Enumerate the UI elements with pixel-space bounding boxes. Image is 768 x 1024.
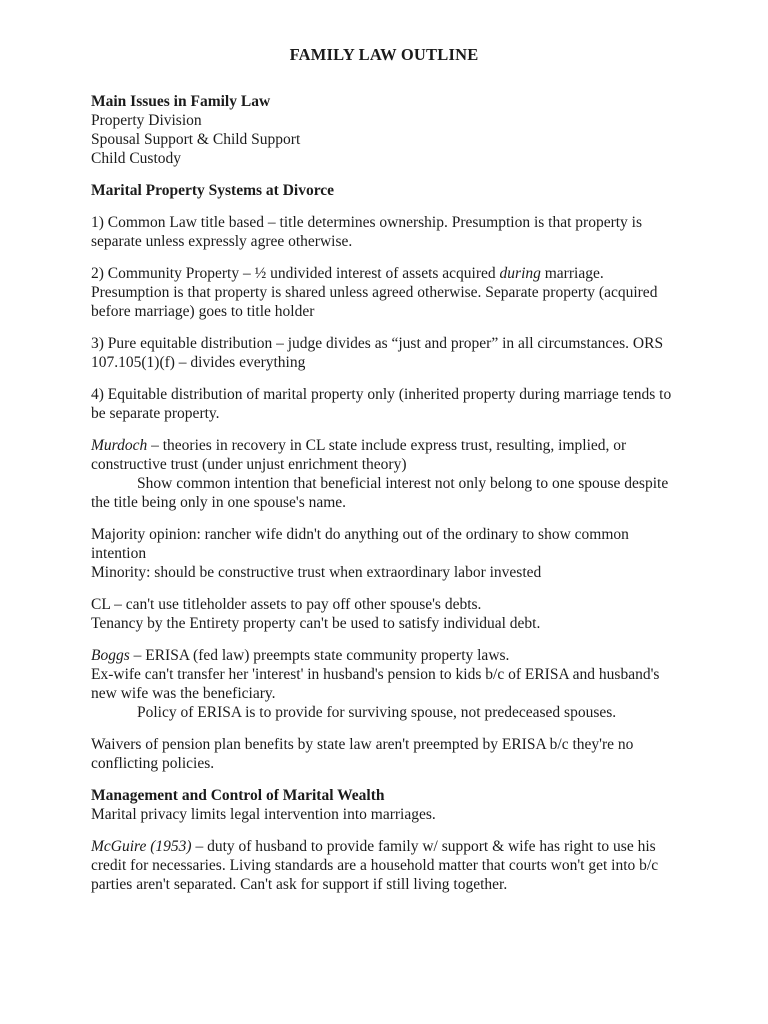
- main-issue-item: Spousal Support & Child Support: [91, 131, 301, 148]
- paragraph-equitable-distribution-marital-only: [91, 385, 677, 423]
- paragraph-segment: marriage. Presumption is that property is shared unless agreed otherwise. Separate property (acquired before marriage) goes to title holder: [91, 265, 658, 320]
- heading-marital-property-systems: [91, 181, 677, 200]
- main-issue-item: Property Division: [91, 112, 202, 129]
- paragraph-segment: – ERISA (fed law) preempts state community property laws.: [129, 647, 510, 664]
- paragraph-text: CL – can't use titleholder assets to pay off other spouse's debts.: [91, 596, 482, 613]
- case-name-mcguire: McGuire (1953): [91, 838, 192, 855]
- paragraph-common-law-title: [91, 213, 677, 251]
- paragraph-murdoch-opinions: [91, 525, 677, 582]
- paragraph-text: 3) Pure equitable distribution – judge divides as “just and proper” in all circumstances. ORS 107.105(1)(f) – divides everything: [91, 335, 664, 371]
- paragraph-text: [91, 264, 677, 321]
- paragraph-segment: – theories in recovery in CL state include express trust, resulting, implied, or constructive trust (under unjust enrichment theory): [91, 437, 627, 473]
- italic-word-during: during: [499, 265, 541, 282]
- paragraph-boggs: [91, 646, 677, 722]
- paragraph-text: Ex-wife can't transfer her 'interest' in husband's pension to kids b/c of ERISA and husband's new wife was the beneficiary.: [91, 666, 660, 702]
- paragraph-community-property: [91, 264, 677, 321]
- paragraph-text: [91, 646, 677, 665]
- section-management-control: [91, 786, 677, 824]
- paragraph-segment: – duty of husband to provide family w/ support & wife has right to use his credit for necessaries. Living standards are a household matter that courts won't get into b/c parties aren't separated. Can't ask for support if still living together.: [91, 838, 659, 893]
- paragraph-text: Waivers of pension plan benefits by state law aren't preempted by ERISA b/c they're no conflicting policies.: [91, 736, 634, 772]
- paragraph-text: 4) Equitable distribution of marital property only (inherited property during marriage tends to be separate property.: [91, 386, 672, 422]
- paragraph-text: Marital privacy limits legal intervention into marriages.: [91, 806, 436, 823]
- paragraph-murdoch: [91, 436, 677, 512]
- section-heading: Marital Property Systems at Divorce: [91, 182, 335, 199]
- heading-main-issues: Main Issues in Family Law: [91, 93, 271, 110]
- minority-opinion-line: Minority: should be constructive trust when extraordinary labor invested: [91, 564, 542, 581]
- case-name-boggs: Boggs: [91, 647, 130, 664]
- paragraph-text: [91, 436, 677, 474]
- paragraph-text: [91, 837, 677, 894]
- case-name-murdoch: Murdoch: [91, 437, 148, 454]
- majority-opinion-line: Majority opinion: rancher wife didn't do anything out of the ordinary to show common intention: [91, 526, 629, 562]
- heading-management-control: Management and Control of Marital Wealth: [91, 787, 385, 804]
- paragraph-text: Tenancy by the Entirety property can't be used to satisfy individual debt.: [91, 615, 541, 632]
- paragraph-common-law-debts: [91, 595, 677, 633]
- paragraph-text: 1) Common Law title based – title determines ownership. Presumption is that property is separate unless expressly agree otherwise.: [91, 214, 643, 250]
- document-title: FAMILY LAW OUTLINE: [289, 45, 479, 64]
- paragraph-indented-text: Show common intention that beneficial interest not only belong to one spouse despite the title being only in one spouse's name.: [91, 475, 669, 511]
- main-issue-item: Child Custody: [91, 150, 182, 167]
- section-main-issues: [91, 92, 677, 168]
- paragraph-waivers: [91, 735, 677, 773]
- paragraph-pure-equitable-distribution: [91, 334, 677, 372]
- paragraph-indented-text: Policy of ERISA is to provide for surviving spouse, not predeceased spouses.: [137, 704, 617, 721]
- paragraph-mcguire: [91, 837, 677, 894]
- paragraph-segment: 2) Community Property – ½ undivided interest of assets acquired: [91, 265, 500, 282]
